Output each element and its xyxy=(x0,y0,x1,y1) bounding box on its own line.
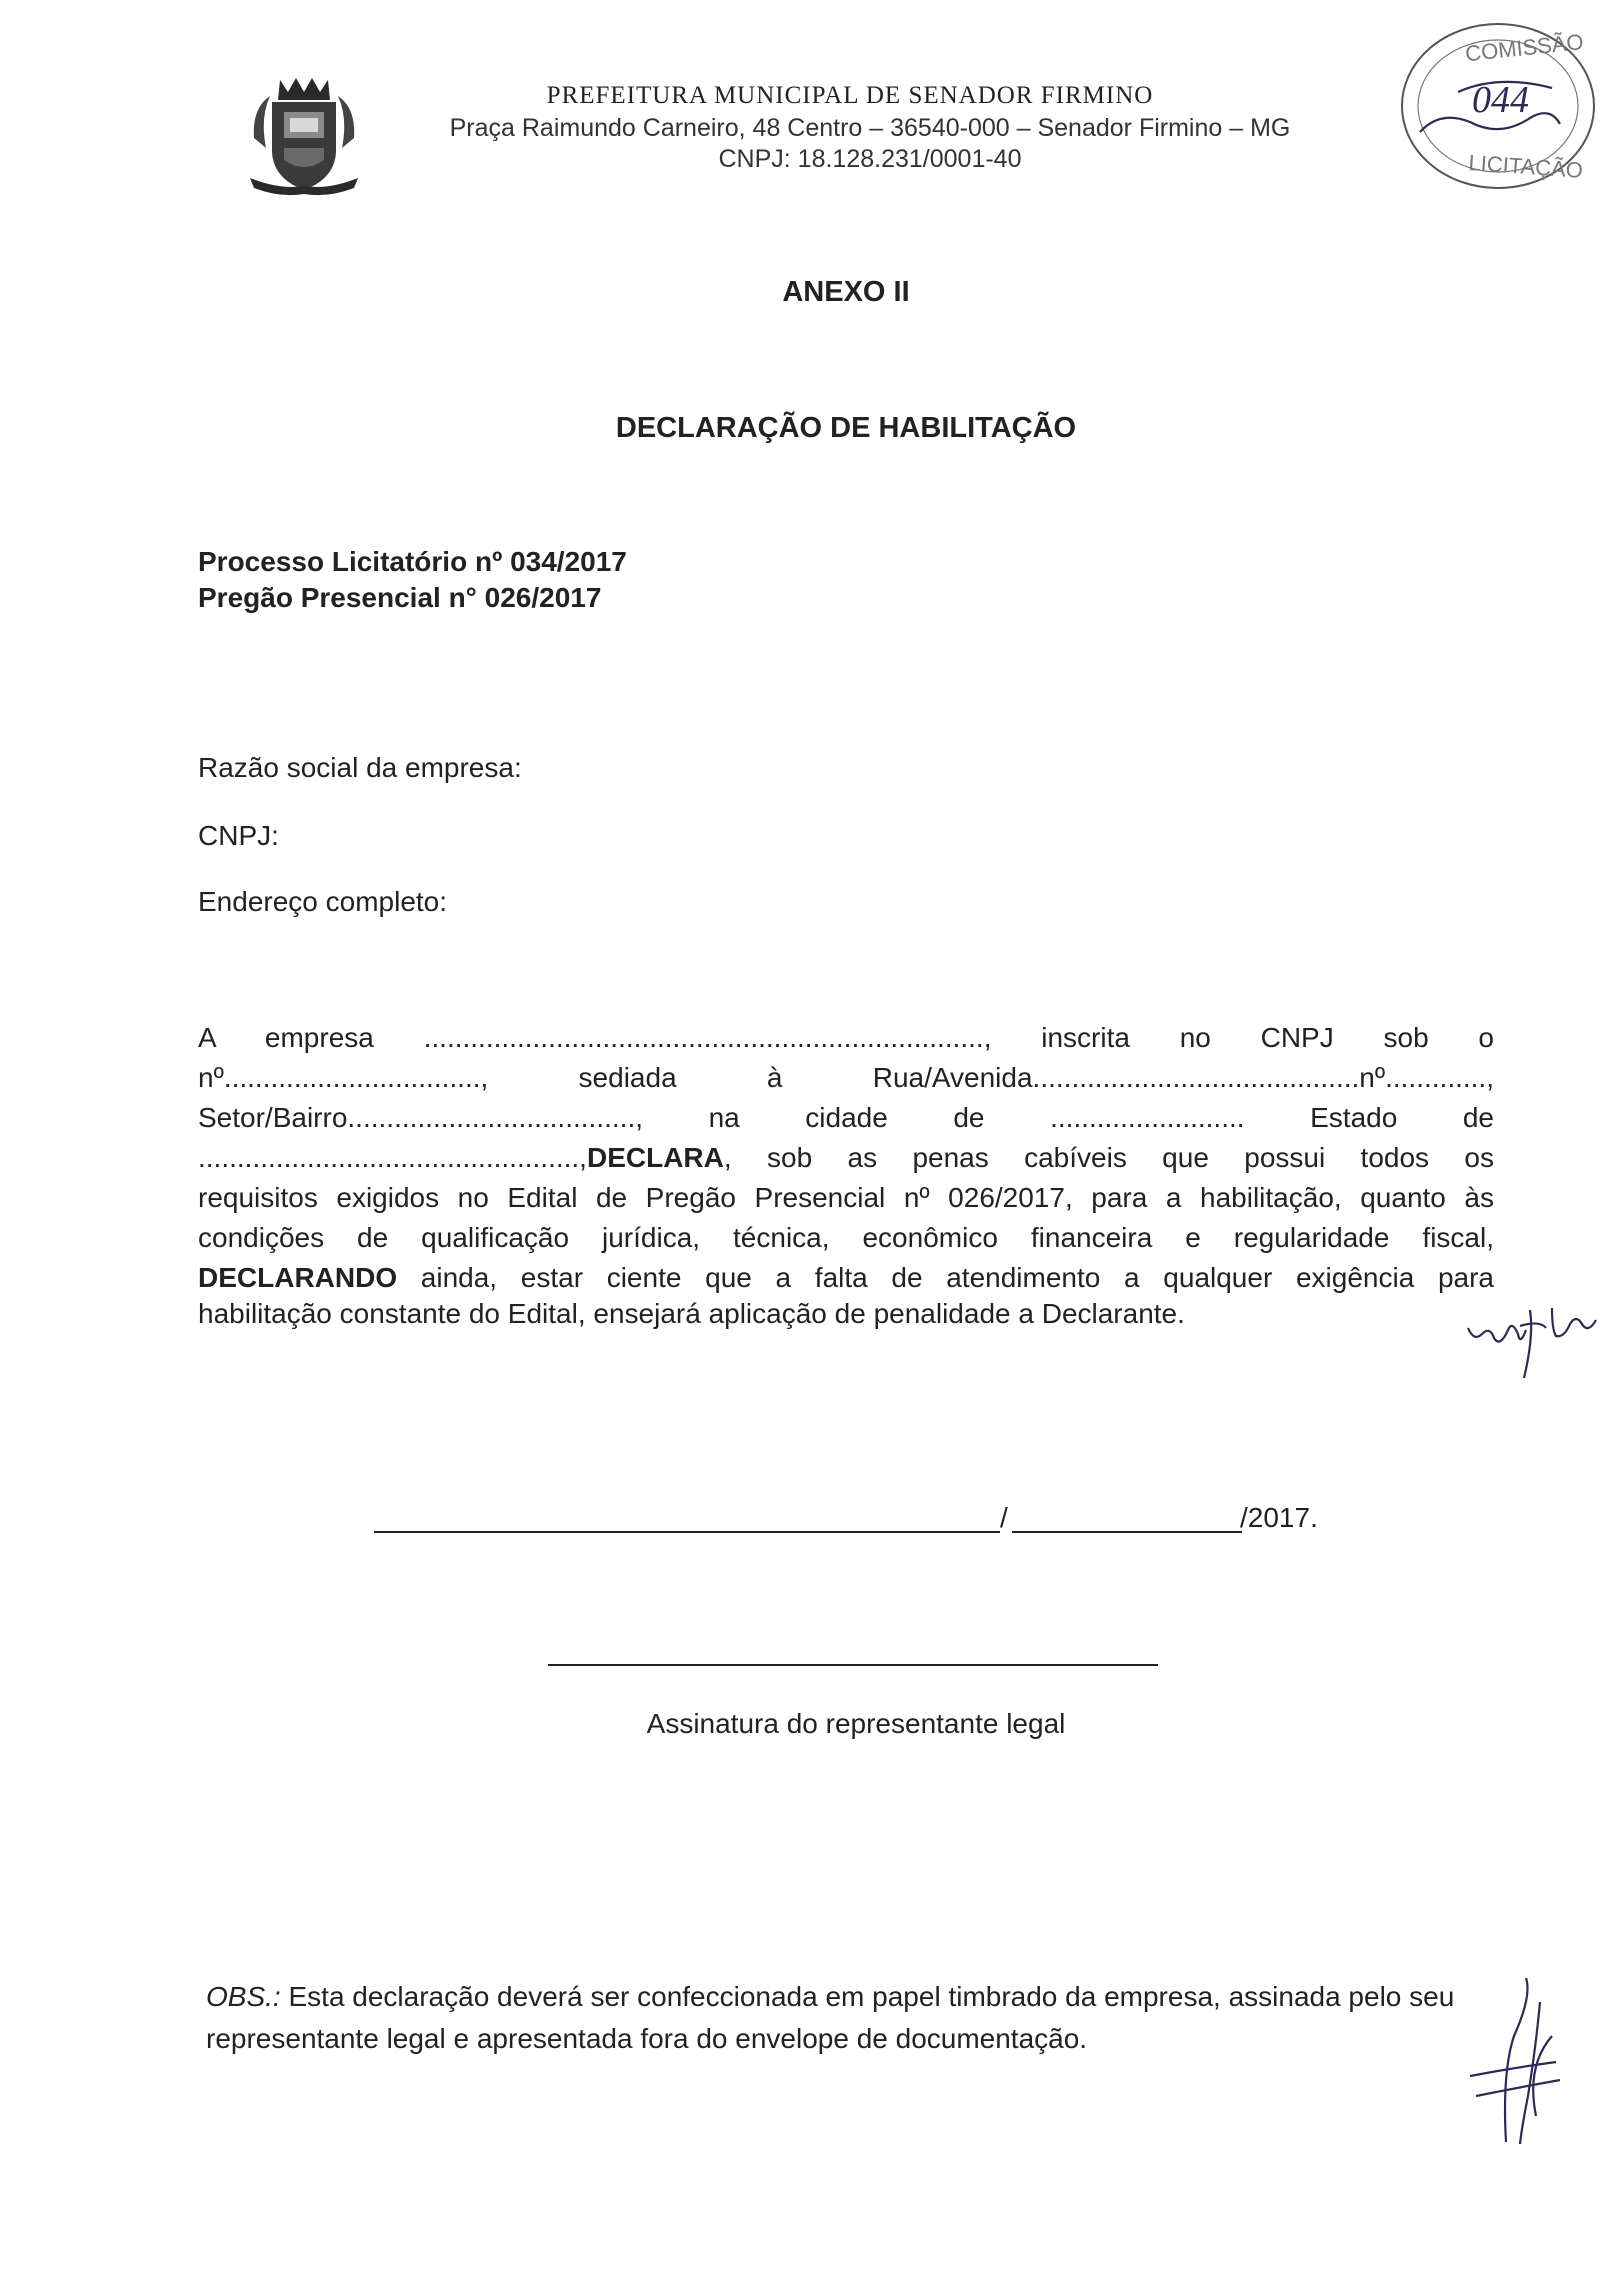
municipality-cnpj: CNPJ: 18.128.231/0001-40 xyxy=(718,145,1022,173)
body-line-8: habilitação constante do Edital, ensejará aplicação de penalidade a Declarante. xyxy=(198,1298,1185,1329)
body-line-7: DECLARANDO ainda, estar ciente que a falta de atendimento a qualquer exigência para xyxy=(198,1262,1494,1293)
annex-title: ANEXO II xyxy=(782,276,910,308)
body-line-6: condições de qualificação jurídica, técnica, econômico financeira e regularidade fiscal, xyxy=(198,1222,1494,1253)
stamp-top-text: COMISSÃO xyxy=(1464,29,1585,67)
rubric-signature xyxy=(1462,1976,1572,2146)
commission-stamp xyxy=(1380,14,1600,194)
margin-initials-signature xyxy=(1460,1290,1600,1380)
stamp-number: 044 xyxy=(1472,79,1529,121)
body-line-4: .................................................,DECLARA, sob as penas cabíveis que possui todos os xyxy=(198,1142,1494,1173)
municipality-title: PREFEITURA MUNICIPAL DE SENADOR FIRMINO xyxy=(546,82,1154,109)
company-name-field: Razão social da empresa: xyxy=(198,752,522,783)
date-year: /2017. xyxy=(1240,1502,1318,1533)
signature-line xyxy=(548,1664,1158,1666)
declaration-title: DECLARAÇÃO DE HABILITAÇÃO xyxy=(615,412,1077,444)
process-number: Processo Licitatório nº 034/2017 xyxy=(198,546,627,577)
address-field: Endereço completo: xyxy=(198,886,448,917)
body-line-1: A empresa ........................................................................, inscrita no CNPJ sob o xyxy=(198,1022,1494,1053)
stamp-bottom-text: LICITAÇÃO xyxy=(1467,149,1584,183)
declara-emphasis: DECLARA xyxy=(586,1142,724,1173)
signature-label: Assinatura do representante legal xyxy=(646,1708,1066,1739)
observation-note xyxy=(206,1976,1506,2060)
date-separator: / xyxy=(1000,1502,1008,1533)
auction-number: Pregão Presencial n° 026/2017 xyxy=(198,582,602,613)
body-line-2: nº................................., sediada à Rua/Avenida..........................................nº............., xyxy=(198,1062,1494,1093)
place-line xyxy=(374,1531,1000,1533)
obs-text: Esta declaração deverá ser confeccionada em papel timbrado da empresa, assinada pelo seu representante legal e apresentada fora do envelope de documentação. xyxy=(206,1981,1455,2054)
declarando-emphasis: DECLARANDO xyxy=(198,1262,398,1293)
body-line-3: Setor/Bairro....................................., na cidade de ......................... Estado de xyxy=(198,1102,1494,1133)
municipal-crest-logo xyxy=(250,78,358,196)
date-line xyxy=(1012,1531,1242,1533)
obs-label: OBS.: xyxy=(206,1981,281,2012)
municipality-address: Praça Raimundo Carneiro, 48 Centro – 36540-000 – Senador Firmino – MG xyxy=(449,114,1291,142)
cnpj-field: CNPJ: xyxy=(198,820,279,851)
body-line-5: requisitos exigidos no Edital de Pregão Presencial nº 026/2017, para a habilitação, quanto às xyxy=(198,1182,1494,1213)
